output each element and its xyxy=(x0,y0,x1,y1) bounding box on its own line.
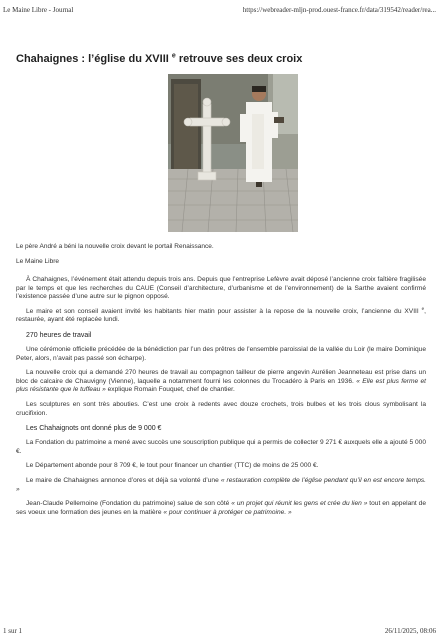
print-footer xyxy=(3,626,436,636)
article-source: Le Maine Libre xyxy=(16,258,59,265)
section-heading: 270 heures de travail xyxy=(26,331,92,339)
article xyxy=(16,52,426,523)
article-photo xyxy=(168,74,298,232)
article-body xyxy=(16,276,426,517)
paragraph: Le Département abonde pour 8 709 €, le tout pour financer un chantier (TTC) de moins de 25 000 €. xyxy=(26,462,319,470)
print-header xyxy=(3,4,436,16)
paragraph: Le maire et son conseil avaient invité les habitants hier matin pour assister à la repose de la nouvelle croix, l’ancienne du XVIII $^e$, restaurée, ayant été replacée lundi. xyxy=(16,305,426,324)
paragraph: Une cérémonie officielle précédée de la bénédiction par l’un des prêtres de l’ensemble paroissial de la vallée du Loir (le maire Dominique Peter, alors, n’avait pas passé son écharpe). xyxy=(16,345,426,362)
article-title: Chahaignes : l’église du XVIII $^e$ retrouve ses deux croix xyxy=(16,52,303,65)
page-count: 1 sur 1 xyxy=(3,627,23,635)
paragraph: Le maire de Chahaignes annonce d’ores et déjà sa volonté d’une « restauration complète de l’église pendant qu’il en est encore temps. » xyxy=(16,476,426,493)
paragraph: À Chahaignes, l’événement était attendu depuis trois ans. Depuis que l’entreprise Lefèvre avait déposé l’ancienne croix faîtière fragilisée par le temps et que les recherches du CAUE (Conseil d’architecture, d’urbanisme et de l’environnement) de la Sarthe avaient confirmé l’existence passée d’une autre sur le pignon opposé. xyxy=(16,276,426,301)
page-label: Le Maine Libre - Journal xyxy=(3,6,74,14)
paragraph: Les sculptures en sont très abouties. C’est une croix à redents avec douze crochets, trois bulbes et les trois clous symbolisant la crucifixion. xyxy=(16,400,426,417)
section-heading: Les Chahaignots ont donné plus de 9 000 € xyxy=(26,425,162,433)
photo-caption: Le père André a béni la nouvelle croix devant le portail Renaissance. xyxy=(16,243,214,250)
paragraph: La nouvelle croix qui a demandé 270 heures de travail au compagnon tailleur de pierre angevin Aurélien Jeanneteau est prise dans un bloc de calcaire de Chauvigny (Vienne), laquelle a notamment fourni les colonnes du Trocadéro à Paris en 1936. « Elle est plus ferme et plus résistante que le tuffeau » explique Romain Fouquet, chef de chantier. xyxy=(16,369,427,394)
paragraph: Jean-Claude Pellemoine (Fondation du patrimoine) salue de son côté « un projet qui réunit les gens et crée du lien » tout en appelant de ses voeux une formation des jeunes en la matière « pour continuer à protéger ce patrimoine. » xyxy=(16,500,427,516)
paragraph: La Fondation du patrimoine a mené avec succès une souscription publique qui a permis de collecter 9 271 € auxquels elle a ajouté 5 000 €. xyxy=(16,439,426,455)
page-url[interactable]: https://webreader-mljn-prod.ouest-france.fr/data/319542/reader/rea... xyxy=(242,6,436,14)
print-timestamp: 26/11/2025, 08:06 xyxy=(384,627,436,635)
church-cross-photo-image xyxy=(168,74,298,232)
